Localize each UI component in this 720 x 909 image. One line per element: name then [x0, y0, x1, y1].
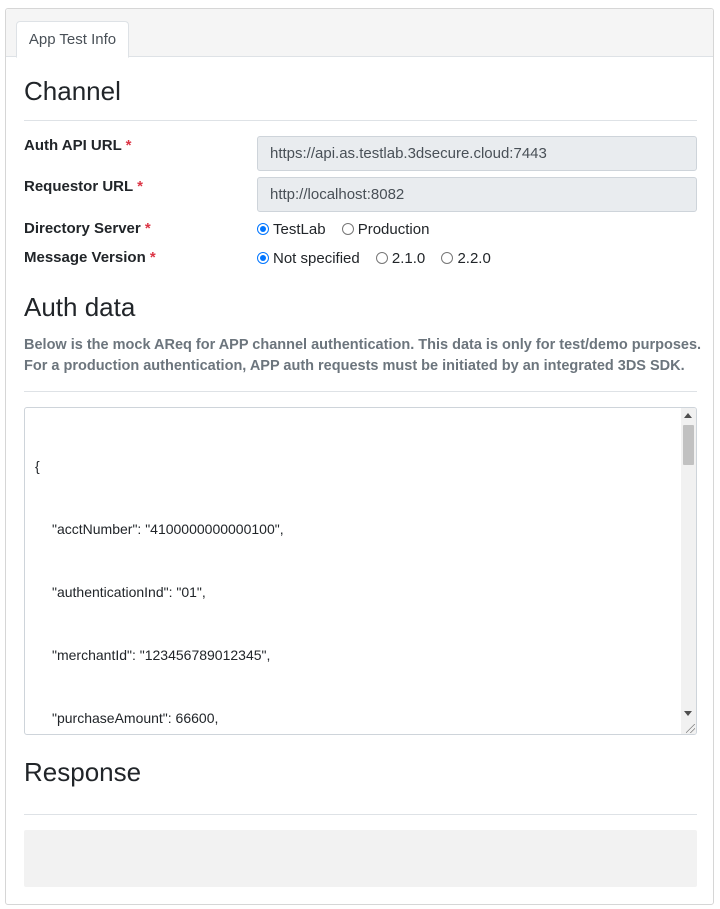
directory-server-label: Directory Server * — [24, 220, 151, 237]
requestor-url-input[interactable]: http://localhost:8082 — [257, 177, 697, 212]
auth-api-url-label: Auth API URL * — [24, 137, 132, 154]
json-line: "merchantId": "123456789012345", — [52, 647, 271, 663]
tab-app-test-info[interactable]: App Test Info — [16, 21, 129, 58]
radio-unchecked-icon — [441, 252, 453, 264]
required-marker: * — [149, 249, 156, 266]
radio-testlab[interactable]: TestLab — [257, 221, 326, 238]
textarea-scrollbar[interactable] — [681, 408, 696, 734]
directory-server-options — [257, 220, 441, 238]
auth-data-heading: Auth data — [24, 292, 136, 322]
json-line: "purchaseAmount": 66600, — [52, 710, 219, 726]
radio-production[interactable]: Production — [342, 221, 430, 238]
json-line: "authenticationInd": "01", — [52, 584, 206, 600]
radio-unchecked-icon — [376, 252, 388, 264]
response-heading: Response — [24, 757, 142, 787]
areq-json-content — [35, 414, 675, 735]
required-marker: * — [137, 178, 143, 195]
resize-handle-icon[interactable] — [686, 724, 695, 733]
channel-heading: Channel — [24, 76, 121, 106]
auth-data-note-line2: For a production authentication, APP auth requests must be initiated by an integrated 3DS SDK. — [24, 358, 685, 374]
radio-checked-icon — [257, 223, 269, 235]
divider — [24, 814, 697, 815]
auth-api-url-input[interactable]: https://api.as.testlab.3dsecure.cloud:7443 — [257, 136, 697, 171]
message-version-options — [257, 249, 503, 267]
required-marker: * — [144, 220, 151, 237]
divider — [24, 120, 697, 121]
json-line: { — [35, 458, 40, 474]
tab-bar — [6, 9, 713, 57]
radio-unchecked-icon — [342, 223, 354, 235]
required-marker: * — [125, 137, 132, 154]
requestor-url-label: Requestor URL * — [24, 178, 143, 195]
radio-2-2-0[interactable]: 2.2.0 — [441, 250, 490, 267]
areq-json-textarea[interactable] — [24, 407, 697, 735]
message-version-label: Message Version * — [24, 249, 156, 266]
response-output — [24, 830, 697, 887]
auth-data-note-line1: Below is the mock AReq for APP channel authentication. This data is only for test/demo purposes. — [24, 337, 702, 353]
scroll-up-arrow-icon[interactable] — [684, 413, 692, 418]
scrollbar-thumb[interactable] — [683, 425, 694, 465]
divider — [24, 391, 697, 392]
scroll-down-arrow-icon[interactable] — [684, 711, 692, 716]
json-line: "acctNumber": "4100000000000100", — [52, 521, 284, 537]
radio-checked-icon — [257, 252, 269, 264]
radio-not-specified[interactable]: Not specified — [257, 250, 360, 267]
app-test-card — [5, 8, 714, 905]
radio-2-1-0[interactable]: 2.1.0 — [376, 250, 425, 267]
